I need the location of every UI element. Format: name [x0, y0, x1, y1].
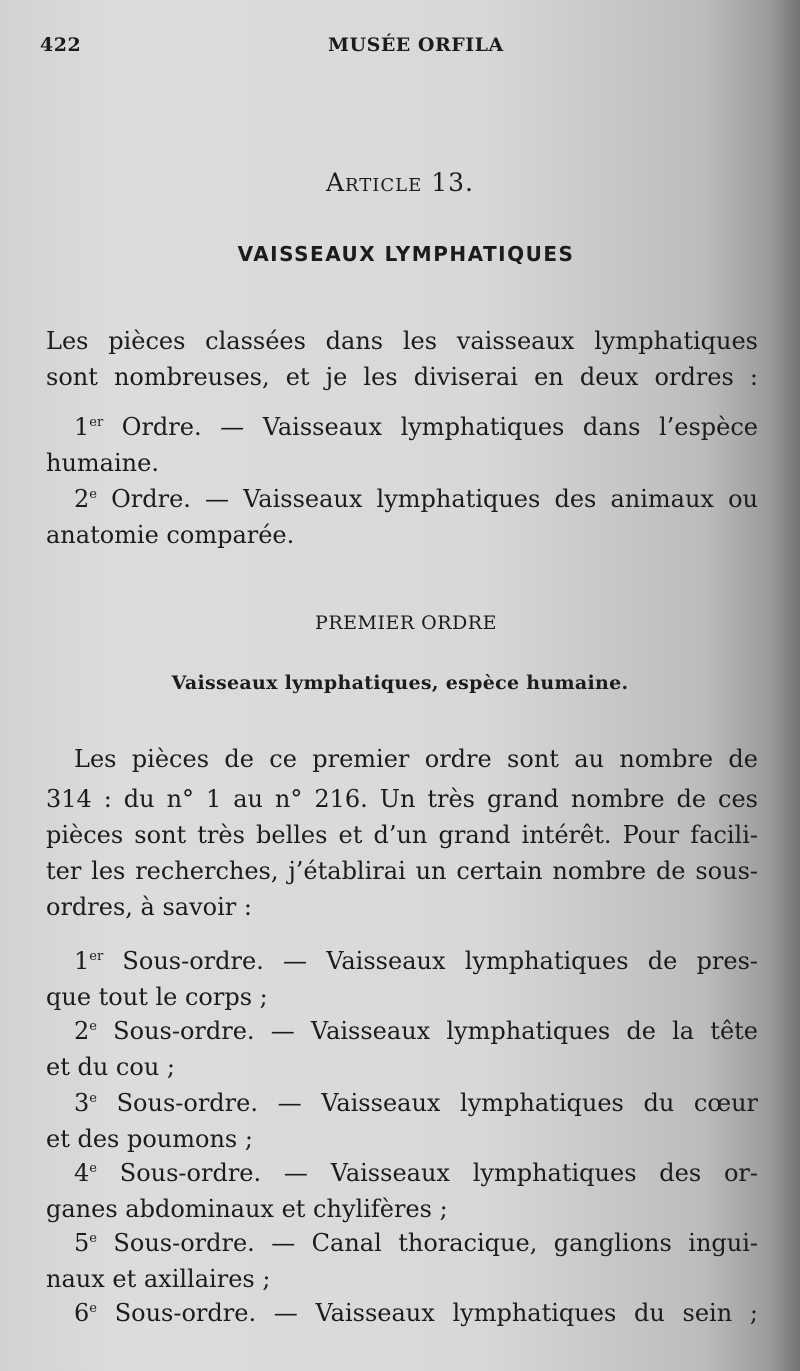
order-item [74, 484, 758, 514]
running-title: MUSÉE ORFILA [328, 34, 504, 56]
order-text: Ordre. — Vaisseaux lymphatiques des animaux ou [96, 485, 758, 513]
suborder-ordinal: e [89, 1019, 97, 1034]
paragraph-line: ordres, à savoir : [46, 893, 252, 921]
order-continuation: humaine. [46, 449, 159, 477]
suborder-continuation: naux et axillaires ; [46, 1265, 271, 1293]
suborder-text: Sous-ordre. — Canal thoracique, ganglions ingui- [96, 1229, 758, 1257]
page-number: 422 [40, 34, 82, 56]
order-item [74, 412, 758, 442]
suborder-text: Sous-ordre. — Vaisseaux lymphatiques du cœur [96, 1089, 758, 1117]
section-title: VAISSEAUX LYMPHATIQUES [237, 242, 575, 266]
suborder-text: Sous-ordre. — Vaisseaux lymphatiques de la tête [96, 1017, 758, 1045]
order-number: 2 [74, 485, 90, 513]
suborder-text: Sous-ordre. — Vaisseaux lymphatiques des or- [96, 1159, 758, 1187]
suborder-item [74, 1088, 758, 1118]
first-order-subtitle: Vaisseaux lymphatiques, espèce humaine. [171, 672, 629, 694]
order-ordinal: er [89, 415, 104, 430]
suborder-number: 1 [74, 947, 90, 975]
suborder-item [74, 1158, 758, 1188]
intro-line: sont nombreuses, et je les diviserai en deux ordres : [46, 363, 758, 391]
article-heading [0, 168, 800, 197]
intro-line: Les pièces classées dans les vaisseaux lymphatiques [46, 327, 758, 355]
suborder-ordinal: e [89, 1091, 97, 1106]
suborder-continuation: que tout le corps ; [46, 983, 268, 1011]
suborder-number: 3 [74, 1089, 90, 1117]
suborder-number: 4 [74, 1159, 90, 1187]
suborder-ordinal: e [89, 1161, 97, 1176]
article-word: Article [326, 168, 423, 197]
suborder-ordinal: er [89, 949, 104, 964]
suborder-text: Sous-ordre. — Vaisseaux lymphatiques du sein ; [96, 1299, 758, 1327]
first-order-title: PREMIER ORDRE [315, 612, 497, 634]
suborder-continuation: et des poumons ; [46, 1125, 253, 1153]
suborder-item [74, 1016, 758, 1046]
suborder-continuation: et du cou ; [46, 1053, 175, 1081]
paragraph-line: ter les recherches, j’établirai un certain nombre de sous- [46, 857, 758, 885]
suborder-ordinal: e [89, 1301, 97, 1316]
suborder-ordinal: e [89, 1231, 97, 1246]
article-number: 13. [431, 168, 474, 197]
paragraph-line: 314 : du n° 1 au n° 216. Un très grand nombre de ces [46, 785, 758, 813]
order-continuation: anatomie comparée. [46, 521, 295, 549]
page-edge-shadow [770, 0, 800, 1371]
suborder-number: 6 [74, 1299, 90, 1327]
suborder-number: 2 [74, 1017, 90, 1045]
paragraph-line: Les pièces de ce premier ordre sont au nombre de [74, 745, 758, 773]
order-number: 1 [74, 413, 90, 441]
suborder-number: 5 [74, 1229, 90, 1257]
suborder-text: Sous-ordre. — Vaisseaux lymphatiques de pres- [103, 947, 758, 975]
paragraph-line: pièces sont très belles et d’un grand intérêt. Pour facili- [46, 821, 758, 849]
suborder-item [74, 1228, 758, 1258]
suborder-continuation: ganes abdominaux et chylifères ; [46, 1195, 448, 1223]
suborder-item [74, 1298, 758, 1328]
order-text: Ordre. — Vaisseaux lymphatiques dans l’espèce [103, 413, 758, 441]
suborder-item [74, 946, 758, 976]
order-ordinal: e [89, 487, 97, 502]
